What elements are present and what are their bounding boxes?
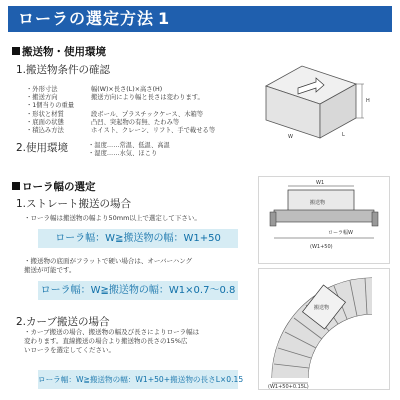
- roller-width-label: ローラ幅W: [328, 230, 353, 236]
- section-roller-width-heading: ローラ幅の選定: [12, 179, 96, 194]
- page-title-number: 1: [158, 9, 171, 28]
- subheading-curve: 2.カーブ搬送の場合: [16, 316, 110, 328]
- condition-row: ・形状と材質 段ボール、プラスチックケース、木箱等: [26, 110, 204, 118]
- w1-label: W1: [316, 180, 325, 186]
- condition-row: ・1個当りの重量: [26, 102, 75, 110]
- square-bullet-icon: [12, 182, 20, 190]
- straight-note: ・ローラ幅は搬送物の幅より50mm以上で選定して下さい。: [24, 214, 201, 222]
- subheading-item-conditions: 1.搬送物条件の確認: [16, 64, 111, 76]
- curve-item-label: 搬送物: [314, 305, 330, 311]
- curve-conveyor-diagram: [258, 268, 390, 390]
- section-transport-heading: 搬送物・使用環境: [12, 44, 106, 59]
- environment-row: ・湿度……水気、ほこり: [88, 150, 158, 158]
- environment-list: [88, 142, 170, 158]
- subheading-straight: 1.ストレート搬送の場合: [16, 198, 132, 210]
- curve-note: ・カーブ搬送の場合、搬送物の幅及び長さによりローラ幅は 変わります。直線搬送の場合より搬送物の長さの15%広 いローラを選定してください。: [24, 328, 200, 354]
- box-h-label: H: [366, 98, 370, 104]
- box-dimensions-diagram: [258, 56, 388, 146]
- w1-plus-50-label: (W1+50): [310, 244, 333, 250]
- overhang-formula: ローラ幅：W≧搬送物の幅：W1×0.7〜0.8: [38, 281, 238, 300]
- curve-width-label: (W1+50+0.15L): [268, 384, 309, 390]
- overhang-note: ・搬送物の底面がフラットで硬い場合は、オーバーハング 搬送が可能です。: [24, 257, 193, 274]
- box-w-label: W: [288, 134, 293, 140]
- subheading-environment: 2.使用環境: [16, 142, 69, 154]
- curve-formula: ローラ幅：W≧搬送物の幅：W1+50+搬送物の長さL×0.15: [38, 370, 238, 389]
- square-bullet-icon: [12, 47, 20, 55]
- box-l-label: L: [342, 132, 345, 138]
- condition-row: ・積込み方法 ホイスト、クレーン、リフト、手で載せる等: [26, 127, 216, 135]
- conditions-list: [26, 86, 215, 135]
- page-title: ローラの選定方法: [18, 9, 155, 28]
- item-label: 搬送物: [310, 200, 326, 206]
- condition-row: ・底面の状態 凸凹、突起物の有無、たわみ等: [26, 118, 180, 126]
- page-title-bar: [8, 6, 392, 32]
- environment-row: ・温度……常温、低温、高温: [88, 142, 170, 149]
- condition-row: ・外形寸法 幅(W)×長さ(L)×高さ(H): [26, 86, 163, 93]
- condition-row: ・搬送方向 搬送方向により幅と長さは変わります。: [26, 94, 204, 102]
- straight-formula: ローラ幅：W≧搬送物の幅：W1+50: [38, 229, 238, 248]
- straight-conveyor-diagram: [258, 176, 390, 264]
